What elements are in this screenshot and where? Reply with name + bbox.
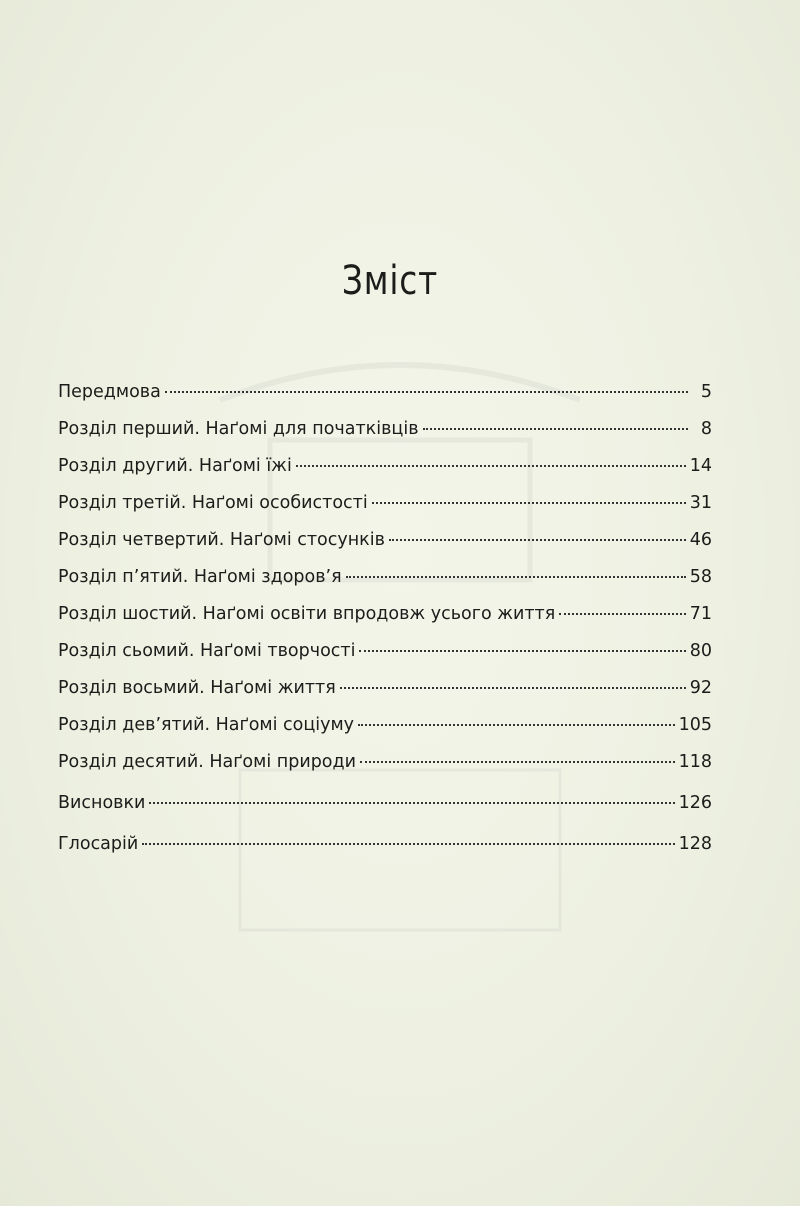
toc-entry[interactable] [58,670,712,707]
toc-entry[interactable] [58,522,712,559]
dot-leader [358,723,675,726]
toc-entry[interactable] [58,411,712,448]
page-title: Зміст [341,258,439,304]
toc-entry-title: Розділ дев’ятий. Наґомі соціуму [58,715,355,735]
toc-entry[interactable] [58,744,712,781]
toc-entry-page: 58 [689,567,712,587]
toc-entry-title: Розділ четвертий. Наґомі стосунків [58,530,385,550]
dot-leader [360,760,675,763]
toc-entry[interactable] [58,448,712,485]
toc-entry[interactable] [58,785,712,822]
toc-entry[interactable] [58,633,712,670]
toc-entry[interactable] [58,707,712,744]
toc-entry-title: Передмова [58,382,161,402]
toc-entry-title: Глосарій [58,834,139,854]
dot-leader [359,649,685,652]
dot-leader [389,538,686,541]
dot-leader [340,686,686,689]
dot-leader [346,575,686,578]
toc-entry[interactable] [58,826,712,863]
toc-entry-page: 128 [678,834,712,854]
dot-leader [165,390,688,393]
table-of-contents [58,374,712,863]
toc-entry[interactable] [58,596,712,633]
toc-entry[interactable] [58,374,712,411]
toc-entry[interactable] [58,485,712,522]
dot-leader [149,801,674,804]
toc-entry-title: Розділ десятий. Наґомі природи [58,752,356,772]
toc-entry-page: 105 [678,715,712,735]
toc-entry-page: 5 [700,382,712,402]
toc-entry-page: 71 [689,604,712,624]
toc-entry-page: 80 [689,641,712,661]
toc-entry-page: 92 [689,678,712,698]
toc-entry-title: Розділ третій. Наґомі особистості [58,493,368,513]
toc-entry-title: Розділ шостий. Наґомі освіти впродовж усього життя [58,604,556,624]
dot-leader [423,427,688,430]
dot-leader [296,464,686,467]
toc-entry-title: Висновки [58,793,146,813]
toc-entry-title: Розділ восьмий. Наґомі життя [58,678,336,698]
toc-entry-page: 31 [689,493,712,513]
toc-entry-page: 8 [700,419,712,439]
dot-leader [559,612,685,615]
toc-entry-page: 126 [678,793,712,813]
toc-entry[interactable] [58,559,712,596]
toc-entry-title: Розділ другий. Наґомі їжі [58,456,292,476]
dot-leader [142,842,674,845]
toc-entry-title: Розділ сьомий. Наґомі творчості [58,641,356,661]
toc-entry-page: 14 [689,456,712,476]
toc-entry-title: Розділ перший. Наґомі для початківців [58,419,419,439]
toc-entry-page: 118 [678,752,712,772]
toc-entry-title: Розділ п’ятий. Наґомі здоров’я [58,567,342,587]
toc-entry-page: 46 [689,530,712,550]
dot-leader [372,501,686,504]
